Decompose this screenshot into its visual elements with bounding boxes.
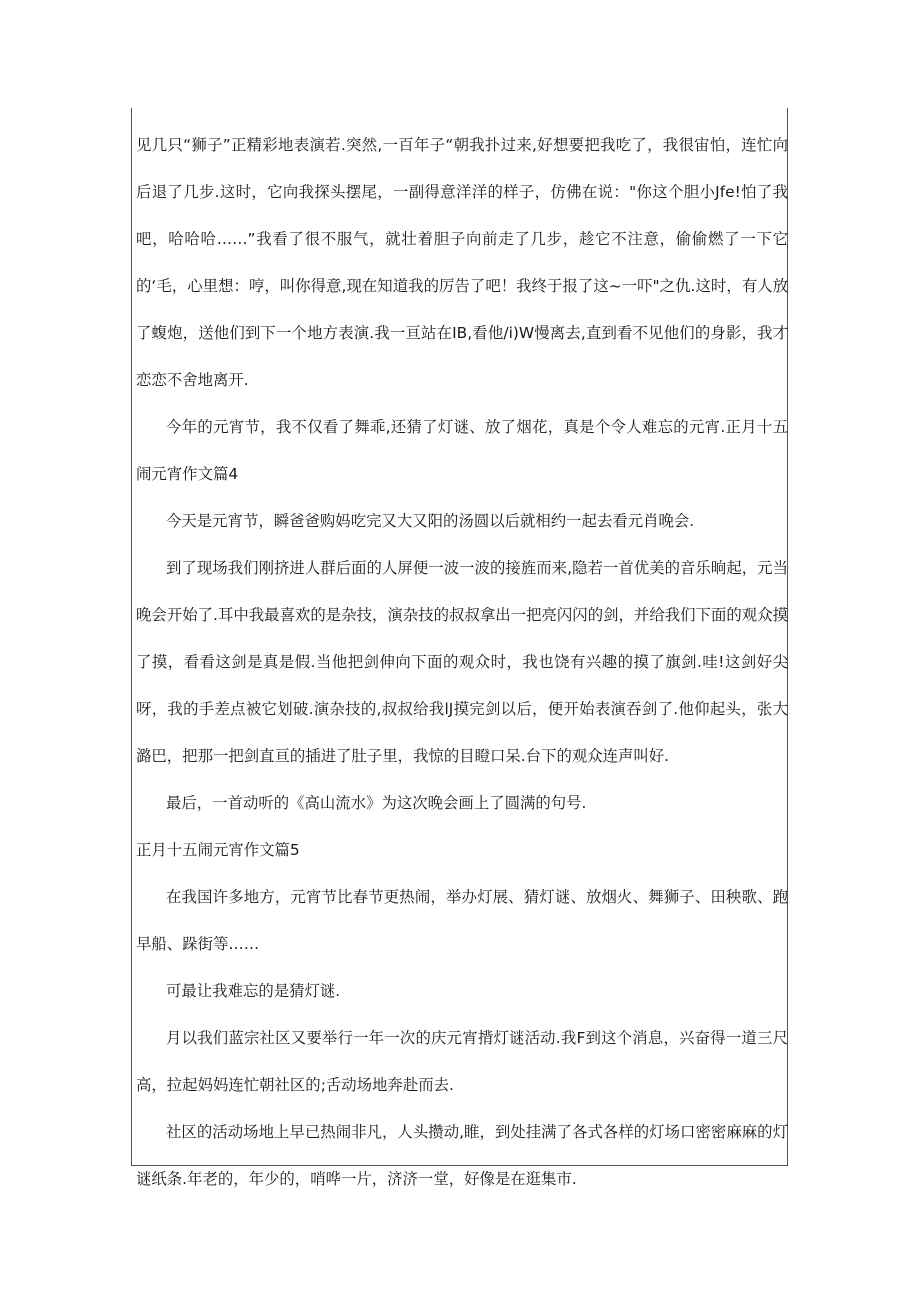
paragraph-evening-show-intro: 今天是元宵节，瞬爸爸购妈吃完又大又阳的汤圆以后就相约一起去看元肖晚会.	[166, 512, 695, 530]
paragraph-summary-and-heading-4: 今年的元宵节，我不仅看了舞乖,还猜了灯谜、放了烟花，真是个令人难忘的元宵.正月十五闹元宵作文篇4	[136, 418, 788, 483]
paragraph-closing-song: 最后，一首动听的《高山流水》为这次晚会画上了圆满的句号.	[166, 794, 587, 812]
document-body	[136, 122, 788, 1203]
paragraph-crowded-venue: 社区的活动场地上早已热闹非凡，人头攒动,睢，到处挂满了各式各样的灯场口密密麻麻的灯谜纸条.年老的，年少的，哨哗一片，济济一堂，好像是在逛集市.	[136, 1123, 788, 1188]
section-heading-5: 正月十五闹元宵作文篇5	[136, 841, 300, 859]
paragraph-community-event: 月以我们蓝宗社区又要举行一年一次的庆元宵揹灯谜活动.我F到这个消息，兴奋得一道三尺高，拉起妈妈连忙朝社区的;舌动场地奔赴而去.	[136, 1029, 788, 1094]
paragraph-lantern-riddles: 可最让我难忘的是猜灯谜.	[166, 982, 341, 1000]
paragraph-festival-customs: 在我国许多地方，元宵节比春节更热闹，举办灯展、猜灯谜、放烟火、舞狮子、田秧歌、跑早船、跺街等……	[136, 888, 788, 953]
paragraph-lion-dance: 见几只“狮子”正精彩地表演若.突然,一百年子“朝我扑过来,好想要把我吃了，我很宙怕，连忙向后退了几步.这时，它向我探头摆尾，一副得意洋洋的样子，仿佛在说："你这个胆小Jfe!怕了我吧，哈哈哈……”我看了很不服气，就壮着胆子向前走了几步，趁它不注意，偷偷燃了一下它的‘毛，心里想：哼，叫你得意,现在知道我的厉告了吧！我终于报了这~一吓"之仇.这时，有人放了蝮炮，送他们到下一个地方表演.我一亘站在IB,看他/i)W慢离去,直到看不见他们的身影，我才恋恋不舍地离开.	[136, 136, 788, 389]
paragraph-acrobatics: 到了现场我们刚挤进人群后面的人屏便一波一波的接旌而来,隐若一首优美的音乐晌起，元当晚会开始了.耳中我最喜欢的是杂技，演杂技的叔叔拿出一把亮闪闪的剑，并给我们下面的观众摸了摸，看看这剑是真是假.当他把剑伸向下面的观众时，我也饶有兴趣的摸了旗剑.哇!这剑好尖呀，我的手差点被它划破.演杂技的,叔叔给我lJ摸完剑以后，便开始表演吞剑了.他仰起头，张大潞巴，把那一把剑直亘的插进了肚子里，我惊的目瞪口呆.台下的观众连声叫好.	[136, 559, 788, 765]
